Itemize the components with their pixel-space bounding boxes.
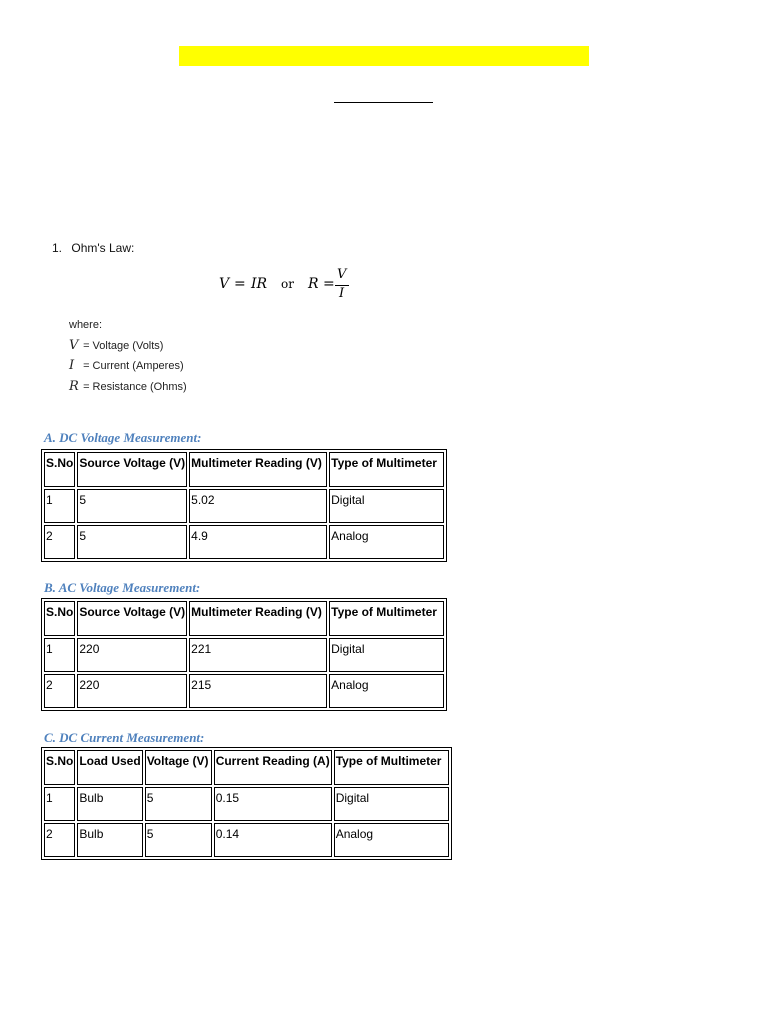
header-cell: Load Used [77,750,142,785]
header-cell: S.No [44,452,75,487]
table-row [44,489,444,523]
table-header-row [44,750,449,785]
table-cell: 5 [145,823,212,857]
header-cell: Current Reading (A) [214,750,332,785]
header-cell: Type of Multimeter [329,452,444,487]
table-cell: 2 [44,823,75,857]
table-cell: 2 [44,674,75,708]
definitions-intro: where: [69,319,103,331]
variable-definitions [69,315,187,397]
formula-denominator: I [339,286,345,301]
table-cell: 1 [44,638,75,672]
definition-text: = Voltage (Volts) [83,339,164,352]
header-cell: Type of Multimeter [329,601,444,636]
table-cell: 1 [44,787,75,821]
table-cell: 220 [77,638,187,672]
header-cell: Multimeter Reading (V) [189,452,327,487]
list-number: 1. [52,241,63,255]
table-row [44,525,444,559]
table-row [44,823,449,857]
table-row [44,638,444,672]
header-cell: Source Voltage (V) [77,601,187,636]
formula-ir: IR [251,276,268,292]
header-cell: Multimeter Reading (V) [189,601,327,636]
table-row [44,674,444,708]
table-cell: 5.02 [189,489,327,523]
symbol-r: R [69,378,79,394]
definition-text: = Current (Amperes) [83,360,184,372]
formula-numerator: V [337,267,347,282]
table-cell: Analog [329,674,444,708]
table-cell: 1 [44,489,75,523]
table-dc-voltage [41,449,447,562]
table-cell: 221 [189,638,327,672]
table-dc-current [41,747,452,860]
table-cell: 215 [189,674,327,708]
table-header-row [44,452,444,487]
table-cell: 220 [77,674,187,708]
symbol-i: I [69,358,75,373]
header-cell: Voltage (V) [145,750,212,785]
list-label: Ohm's Law: [71,241,135,255]
table-header-row [44,601,444,636]
formula-v: V [219,276,230,292]
header-cell: S.No [44,601,75,636]
definition-current [69,356,187,377]
section-heading-dc-current: C. DC Current Measurement: [44,730,205,745]
section-heading-ac-voltage: B. AC Voltage Measurement: [44,580,201,595]
table-cell: Digital [329,638,444,672]
table-cell: Digital [329,489,444,523]
table-cell: Analog [334,823,449,857]
table-cell: 5 [77,525,187,559]
table-ac-voltage [41,598,447,711]
title-highlight-bar [179,46,589,66]
table-cell: 5 [77,489,187,523]
header-cell: Source Voltage (V) [77,452,187,487]
formula-equals-1: = [234,276,246,292]
formula-equals-2: = [323,276,335,292]
table-cell: 0.14 [214,823,332,857]
table-cell: Bulb [77,823,142,857]
definition-resistance [69,377,187,398]
table-cell: 0.15 [214,787,332,821]
formula-or: or [281,277,294,291]
table-cell: Analog [329,525,444,559]
table-cell: 4.9 [189,525,327,559]
definition-text: = Resistance (Ohms) [83,380,187,393]
header-cell: S.No [44,750,75,785]
table-cell: Bulb [77,787,142,821]
header-cell: Type of Multimeter [334,750,449,785]
subtitle-underline [334,102,433,103]
ohms-law-list-item [52,241,134,255]
symbol-v: V [69,337,79,353]
ohms-law-formula [219,268,359,302]
table-row [44,787,449,821]
section-heading-dc-voltage: A. DC Voltage Measurement: [44,430,202,445]
table-cell: Digital [334,787,449,821]
table-cell: 2 [44,525,75,559]
definition-voltage [69,336,187,357]
table-cell: 5 [145,787,212,821]
formula-r: R [308,276,319,292]
